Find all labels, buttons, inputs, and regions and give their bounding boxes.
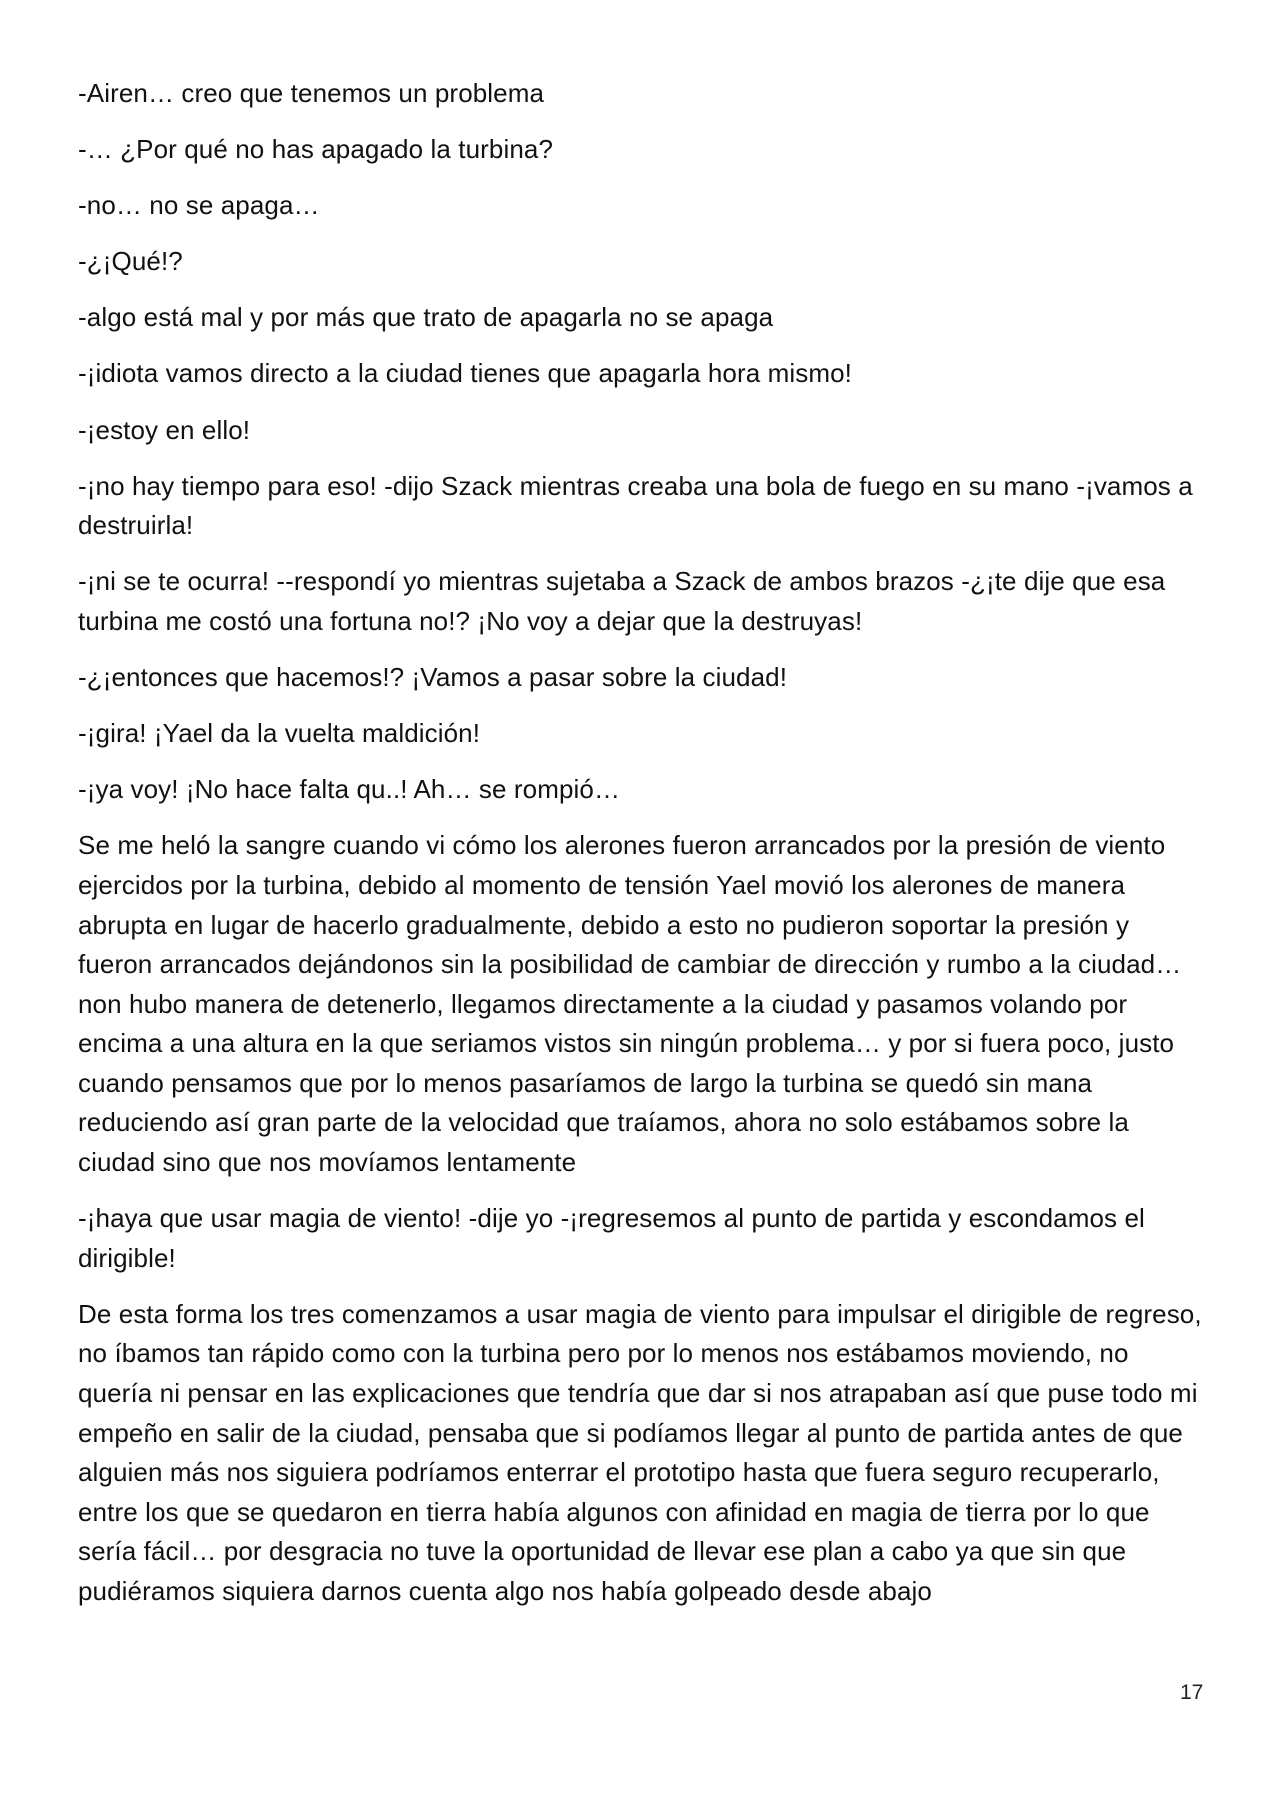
dialogue-line: -¿¡entonces que hacemos!? ¡Vamos a pasar sobre la ciudad! [78,662,788,693]
dialogue-line: -no… no se apaga… [78,190,320,221]
dialogue-line: -algo está mal y por más que trato de apagarla no se apaga [78,302,774,333]
dialogue-line: -¡gira! ¡Yael da la vuelta maldición! [78,718,481,749]
page-number: 17 [1180,1681,1204,1704]
dialogue-line: -¡haya que usar magia de viento! -dije yo -¡regresemos al punto de partida y escondamos el dirigible! [78,1203,1145,1273]
narrative-paragraph: De esta forma los tres comenzamos a usar magia de viento para impulsar el dirigible de regreso, no íbamos tan rápido como con la turbina pero por lo menos nos estábamos moviendo, no quería ni pensar en las explicaciones que tendría que dar si nos atrapaban así que puse todo mi empeño en salir de la ciudad, pensaba que si podíamos llegar al punto de partida antes de que alguien más nos siguiera podríamos enterrar el prototipo hasta que fuera seguro recuperarlo, entre los que se quedaron en tierra había algunos con afinidad en magia de tierra por lo que sería fácil… por desgracia no tuve la oportunidad de llevar ese plan a cabo ya que sin que pudiéramos siquiera darnos cuenta algo nos había golpeado desde abajo [78,1298,1202,1606]
dialogue-line: -Airen… creo que tenemos un problema [78,78,545,108]
dialogue-line: -¡ni se te ocurra! --respondí yo mientras sujetaba a Szack de ambos brazos -¿¡te dije que esa turbina me costó una fortuna no!? ¡No voy a dejar que la destruyas! [78,566,1166,636]
dialogue-line: -¿¡Qué!? [78,246,183,277]
dialogue-line: -¡no hay tiempo para eso! -dijo Szack mientras creaba una bola de fuego en su mano -¡vamos a destruirla! [78,470,1193,541]
dialogue-line: -¡idiota vamos directo a la ciudad tienes que apagarla hora mismo! [78,358,853,389]
dialogue-line: -… ¿Por qué no has apagado la turbina? [78,134,553,165]
page-body [78,74,1208,1628]
dialogue-line: -¡ya voy! ¡No hace falta qu..! Ah… se rompió… [78,774,621,805]
dialogue-line: -¡estoy en ello! [78,414,251,445]
narrative-paragraph: Se me heló la sangre cuando vi cómo los alerones fueron arrancados por la presión de viento ejercidos por la turbina, debido al momento de tensión Yael movió los alerones de manera abrupta en lugar de hacerlo gradualmente, debido a esto no pudieron soportar la presión y fueron arrancados dejándonos sin la posibilidad de cambiar de dirección y rumbo a la ciudad… non hubo manera de detenerlo, llegamos directamente a la ciudad y pasamos volando por encima a una altura en la que seriamos vistos sin ningún problema… y por si fuera poco, justo cuando pensamos que por lo menos pasaríamos de largo la turbina se quedó sin mana reduciendo así gran parte de la velocidad que traíamos, ahora no solo estábamos sobre la ciudad sino que nos movíamos lentamente [78,830,1182,1178]
